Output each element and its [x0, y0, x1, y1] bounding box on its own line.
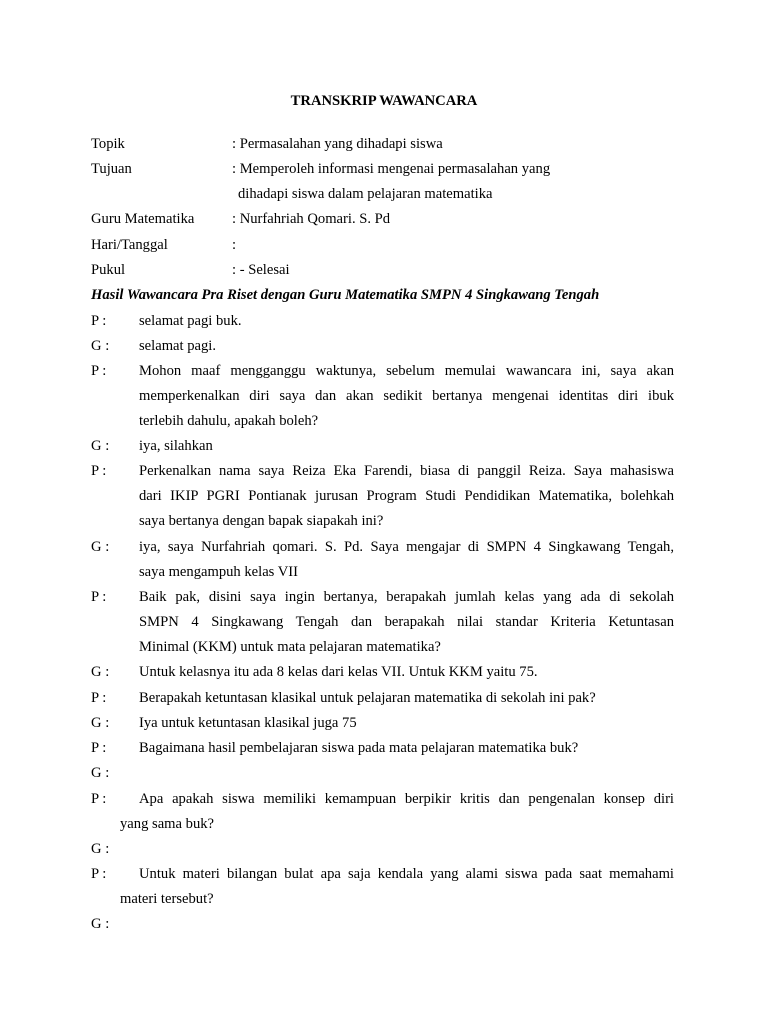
- meta-label-pukul: Pukul: [91, 262, 126, 278]
- speaker-label: P :: [91, 740, 107, 756]
- speaker-label: G :: [91, 438, 110, 454]
- speaker-label: G :: [91, 664, 110, 680]
- dialogue-line: yang sama buk?: [120, 816, 215, 832]
- dialogue-line: Berapakah ketuntasan klasikal untuk pelajaran matematika di sekolah ini pak?: [139, 690, 596, 706]
- speaker-label: P :: [91, 313, 107, 329]
- meta-value-guru: : Nurfahriah Qomari. S. Pd: [232, 211, 391, 227]
- dialogue-line: selamat pagi buk.: [139, 313, 242, 329]
- dialogue-line: dari IKIP PGRI Pontianak jurusan Program Studi Pendidikan Matematika, bolehkah: [139, 488, 674, 504]
- dialogue-line: saya bertanya dengan bapak siapakah ini?: [139, 513, 384, 529]
- dialogue-line: iya, silahkan: [139, 438, 213, 454]
- dialogue-line: Iya untuk ketuntasan klasikal juga 75: [139, 715, 357, 731]
- speaker-label: P :: [91, 791, 107, 807]
- dialogue-line: Apa apakah siswa memiliki kemampuan berpikir kritis dan pengenalan konsep diri: [139, 791, 674, 807]
- speaker-label: P :: [91, 363, 107, 379]
- meta-value-hari-tanggal: :: [232, 237, 237, 253]
- dialogue-line: Baik pak, disini saya ingin bertanya, berapakah jumlah kelas yang ada di sekolah: [139, 589, 674, 605]
- document-title: TRANSKRIP WAWANCARA: [290, 93, 478, 109]
- speaker-label: G :: [91, 841, 110, 857]
- dialogue-line: selamat pagi.: [139, 338, 216, 354]
- speaker-label: G :: [91, 715, 110, 731]
- dialogue-line: Mohon maaf mengganggu waktunya, sebelum memulai wawancara ini, saya akan: [139, 363, 674, 379]
- speaker-label: P :: [91, 463, 107, 479]
- dialogue-line: Untuk materi bilangan bulat apa saja kendala yang alami siswa pada saat memahami: [139, 866, 674, 882]
- dialogue-line: Perkenalkan nama saya Reiza Eka Farendi, biasa di panggil Reiza. Saya mahasiswa: [139, 463, 674, 479]
- dialogue-line: Untuk kelasnya itu ada 8 kelas dari kelas VII. Untuk KKM yaitu 75.: [139, 664, 538, 680]
- dialogue-line: saya mengampuh kelas VII: [139, 564, 298, 580]
- speaker-label: G :: [91, 765, 110, 781]
- dialogue-line: memperkenalkan diri saya dan akan sedikit bertanya mengenai identitas diri ibuk: [139, 388, 674, 404]
- meta-label-guru: Guru Matematika: [91, 211, 195, 227]
- dialogue-line: Minimal (KKM) untuk mata pelajaran matematika?: [139, 639, 441, 655]
- section-heading: Hasil Wawancara Pra Riset dengan Guru Matematika SMPN 4 Singkawang Tengah: [91, 287, 600, 303]
- dialogue-line: Bagaimana hasil pembelajaran siswa pada mata pelajaran matematika buk?: [139, 740, 579, 756]
- meta-label-tujuan: Tujuan: [91, 161, 132, 177]
- meta-label-topik: Topik: [91, 136, 125, 152]
- speaker-label: P :: [91, 589, 107, 605]
- meta-label-hari-tanggal: Hari/Tanggal: [91, 237, 168, 253]
- dialogue-line: SMPN 4 Singkawang Tengah dan berapakah nilai standar Kriteria Ketuntasan: [139, 614, 674, 630]
- meta-value-tujuan: : Memperoleh informasi mengenai permasalahan yang: [232, 161, 551, 177]
- meta-value-topik: : Permasalahan yang dihadapi siswa: [232, 136, 443, 152]
- dialogue-line: terlebih dahulu, apakah boleh?: [139, 413, 319, 429]
- speaker-label: G :: [91, 916, 110, 932]
- meta-value-tujuan-continued: dihadapi siswa dalam pelajaran matematika: [238, 186, 493, 202]
- dialogue-line: iya, saya Nurfahriah qomari. S. Pd. Saya mengajar di SMPN 4 Singkawang Tengah,: [139, 539, 674, 555]
- speaker-label: G :: [91, 539, 110, 555]
- speaker-label: P :: [91, 866, 107, 882]
- meta-value-pukul: : - Selesai: [232, 262, 290, 278]
- speaker-label: G :: [91, 338, 110, 354]
- dialogue-line: materi tersebut?: [120, 891, 214, 907]
- speaker-label: P :: [91, 690, 107, 706]
